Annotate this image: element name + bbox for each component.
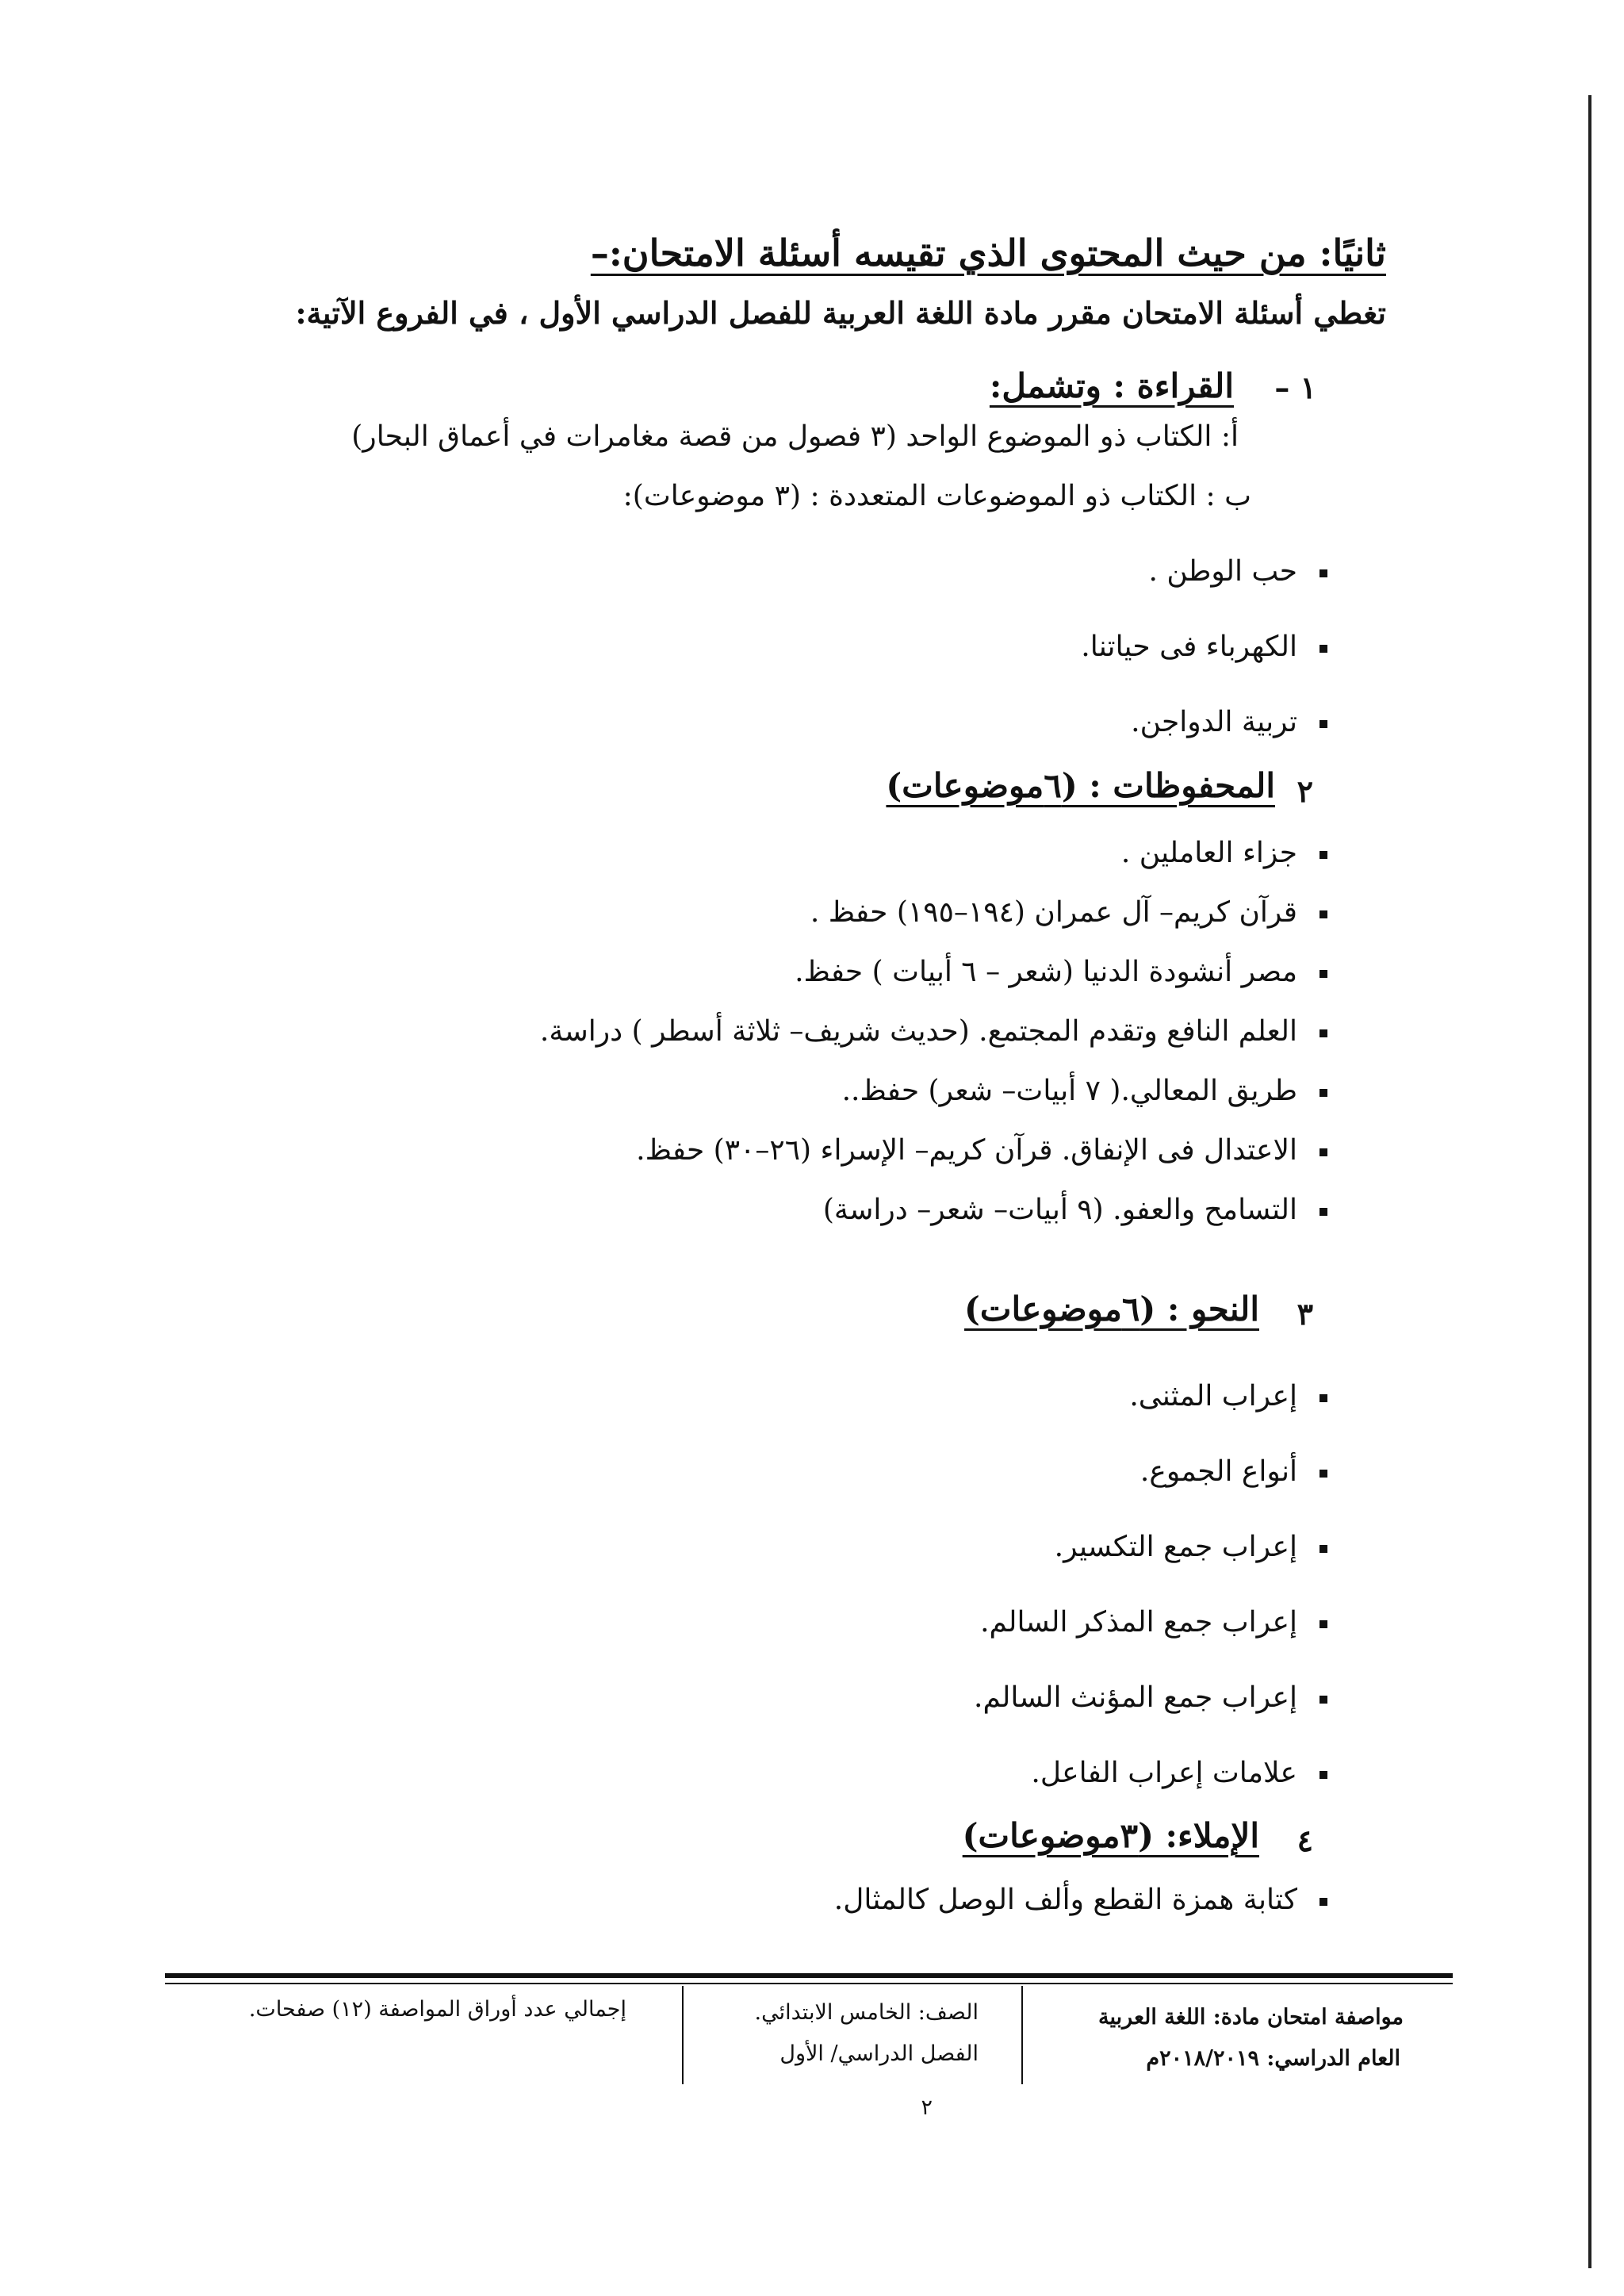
- reading-number: ١ –: [1274, 370, 1316, 405]
- bullet-icon: [1320, 1470, 1327, 1478]
- list-item: الاعتدال فى الإنفاق. قرآن كريم– الإسراء (٢٦–٣٠) حفظ.: [636, 1134, 1327, 1167]
- reading-title: القراءة : وتشمل:: [989, 366, 1234, 405]
- list-item: إعراب جمع التكسير.: [1055, 1531, 1327, 1563]
- page-edge-line: [1588, 95, 1591, 2268]
- list-item: إعراب جمع المذكر السالم.: [980, 1606, 1327, 1639]
- bullet-icon: [1320, 1696, 1327, 1704]
- bullet-icon: [1320, 1898, 1327, 1906]
- page-number: ٢: [921, 2095, 933, 2120]
- spec-title: مواصفة امتحان مادة: اللغة العربية: [1098, 2005, 1404, 2030]
- bullet-icon: [1320, 1771, 1327, 1779]
- reading-part-b: ب : الكتاب ذو الموضوعات المتعددة : (٣ موضوعات):: [622, 480, 1251, 512]
- bullet-icon: [1320, 1545, 1327, 1553]
- academic-year: العام الدراسي: ٢٠١٨/٢٠١٩م: [1146, 2046, 1400, 2071]
- bullet-icon: [1320, 720, 1327, 728]
- list-item: إعراب المثنى.: [1129, 1380, 1327, 1412]
- list-item: أنواع الجموع.: [1140, 1455, 1327, 1488]
- dictation-title: الإملاء: (٣موضوعات): [962, 1816, 1259, 1855]
- list-item: التسامح والعفو. (٩ أبيات– شعر– دراسة): [823, 1194, 1327, 1226]
- footer-rule-thick: [165, 1973, 1453, 1978]
- bullet-icon: [1320, 1029, 1327, 1037]
- grammar-title: النحو : (٦موضوعات): [964, 1290, 1259, 1328]
- list-item: إعراب جمع المؤنث السالم.: [974, 1681, 1327, 1714]
- intro-paragraph: تغطي أسئلة الامتحان مقرر مادة اللغة العربية للفصل الدراسي الأول ، في الفروع الآتية:: [295, 295, 1386, 331]
- bullet-icon: [1320, 569, 1327, 577]
- bullet-icon: [1320, 851, 1327, 859]
- list-item: قرآن كريم– آل عمران (١٩٤–١٩٥) حفظ .: [810, 896, 1327, 929]
- bullet-icon: [1320, 1208, 1327, 1216]
- grade: الصف: الخامس الابتدائي.: [754, 2000, 979, 2025]
- list-item: جزاء العاملين .: [1121, 837, 1327, 869]
- bullet-icon: [1320, 1089, 1327, 1097]
- dictation-number: ٤: [1297, 1823, 1313, 1858]
- list-item: حب الوطن .: [1148, 555, 1327, 588]
- section-heading: ثانيًا: من حيث المحتوى الذي تقيسه أسئلة الامتحان:–: [590, 232, 1386, 274]
- memorization-number: ٢: [1297, 773, 1313, 809]
- list-item: العلم النافع وتقدم المجتمع. (حديث شريف– ثلاثة أسطر ) دراسة.: [540, 1015, 1327, 1048]
- list-item: تربية الدواجن.: [1131, 706, 1327, 738]
- list-item: مصر أنشودة الدنيا (شعر – ٦ أبيات ) حفظ.: [795, 956, 1327, 988]
- bullet-icon: [1320, 1620, 1327, 1628]
- footer-rule-thin: [165, 1983, 1453, 1984]
- memorization-title: المحفوظات : (٦موضوعات): [886, 766, 1275, 805]
- footer-divider: [682, 1986, 684, 2084]
- list-item: علامات إعراب الفاعل.: [1031, 1757, 1327, 1789]
- list-item: كتابة همزة القطع وألف الوصل كالمثال.: [834, 1884, 1327, 1916]
- bullet-icon: [1320, 645, 1327, 653]
- list-item: طريق المعالي.( ٧ أبيات– شعر) حفظ..: [842, 1075, 1327, 1107]
- grammar-number: ٣: [1297, 1296, 1313, 1332]
- bullet-icon: [1320, 1394, 1327, 1402]
- semester: الفصل الدراسي/ الأول: [779, 2041, 979, 2066]
- footer-divider: [1021, 1986, 1023, 2084]
- bullet-icon: [1320, 910, 1327, 918]
- bullet-icon: [1320, 970, 1327, 978]
- total-pages: إجمالي عدد أوراق المواصفة (١٢) صفحات.: [248, 1997, 626, 2022]
- reading-part-a: أ: الكتاب ذو الموضوع الواحد (٣ فصول من قصة مغامرات في أعماق البحار): [351, 420, 1239, 453]
- bullet-icon: [1320, 1148, 1327, 1156]
- list-item: الكهرباء فى حياتنا.: [1081, 631, 1327, 663]
